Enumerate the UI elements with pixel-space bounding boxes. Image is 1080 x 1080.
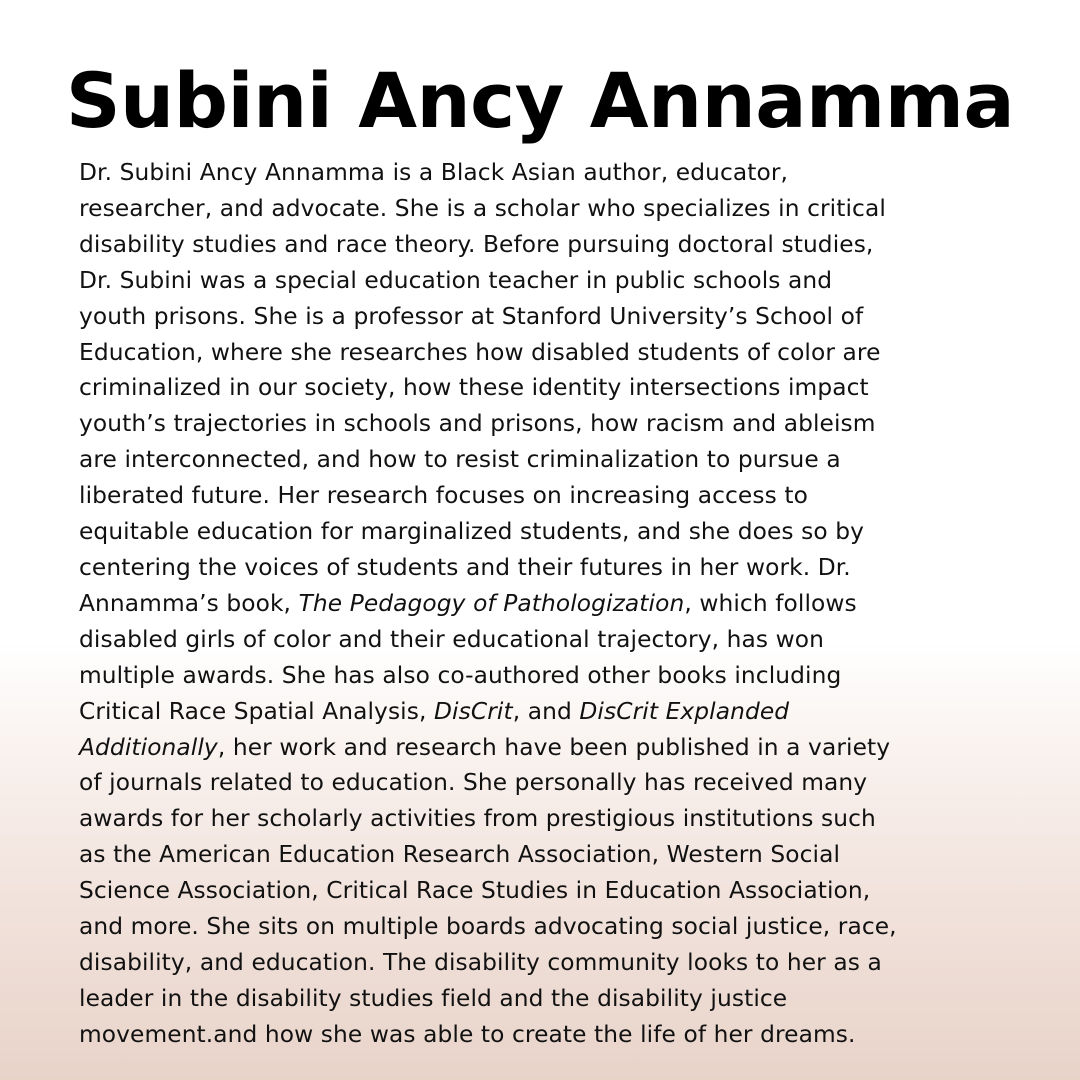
bio-line: disability, and education. The disability community looks to her as a: [79, 948, 882, 976]
bio-line: [79, 730, 1019, 766]
bio-line: as the American Education Research Association, Western Social: [79, 841, 841, 869]
book-title-discrit: DisCrit: [434, 697, 513, 725]
bio-line: disability studies and race theory. Before pursuing doctoral studies,: [79, 230, 874, 258]
bio-line: [79, 586, 1019, 622]
bio-line: Dr. Subini Ancy Annamma is a Black Asian author, educator,: [79, 159, 789, 186]
bio-paragraph: [79, 155, 1019, 1053]
bio-line: Dr. Subini was a special education teacher in public schools and: [79, 266, 833, 294]
bio-line: are interconnected, and how to resist criminalization to pursue a: [79, 446, 841, 474]
bio-line: multiple awards. She has also co-authored other books including: [79, 661, 842, 689]
bio-line: movement.and how she was able to create the life of her dreams.: [79, 1020, 856, 1048]
bio-text: Annamma’s book,: [79, 589, 299, 617]
bio-italic-text: Additionally: [79, 733, 218, 761]
bio-line: liberated future. Her research focuses on increasing access to: [79, 482, 808, 510]
bio-line: of journals related to education. She personally has received many: [79, 769, 868, 797]
bio-text: , and: [512, 697, 580, 725]
book-title-pedagogy: The Pedagogy of Pathologization: [298, 589, 685, 617]
bio-text: , her work and research have been published in a variety: [217, 733, 891, 761]
bio-line: centering the voices of students and their futures in her work. Dr.: [79, 553, 851, 581]
bio-line: criminalized in our society, how these identity intersections impact: [79, 374, 869, 402]
book-title-discrit-explanded: DisCrit Explanded: [579, 697, 790, 725]
bio-line: disabled girls of color and their educational trajectory, has won: [79, 625, 824, 653]
bio-line: [79, 694, 1019, 730]
bio-line: equitable education for marginalized students, and she does so by: [79, 518, 865, 546]
bio-line: leader in the disability studies field and the disability justice: [79, 984, 788, 1012]
page-title: Subini Ancy Annamma: [65, 56, 1015, 145]
bio-line: researcher, and advocate. She is a scholar who specializes in critical: [79, 194, 886, 222]
bio-line: and more. She sits on multiple boards advocating social justice, race,: [79, 913, 897, 941]
bio-line: youth’s trajectories in schools and prisons, how racism and ableism: [79, 410, 876, 438]
bio-text: , which follows: [684, 589, 857, 617]
bio-text: Critical Race Spatial Analysis,: [79, 697, 434, 725]
bio-line: Science Association, Critical Race Studies in Education Association,: [79, 877, 871, 905]
bio-line: awards for her scholarly activities from prestigious institutions such: [79, 805, 876, 833]
bio-line: youth prisons. She is a professor at Stanford University’s School of: [79, 302, 864, 330]
bio-line: Education, where she researches how disabled students of color are: [79, 338, 881, 366]
